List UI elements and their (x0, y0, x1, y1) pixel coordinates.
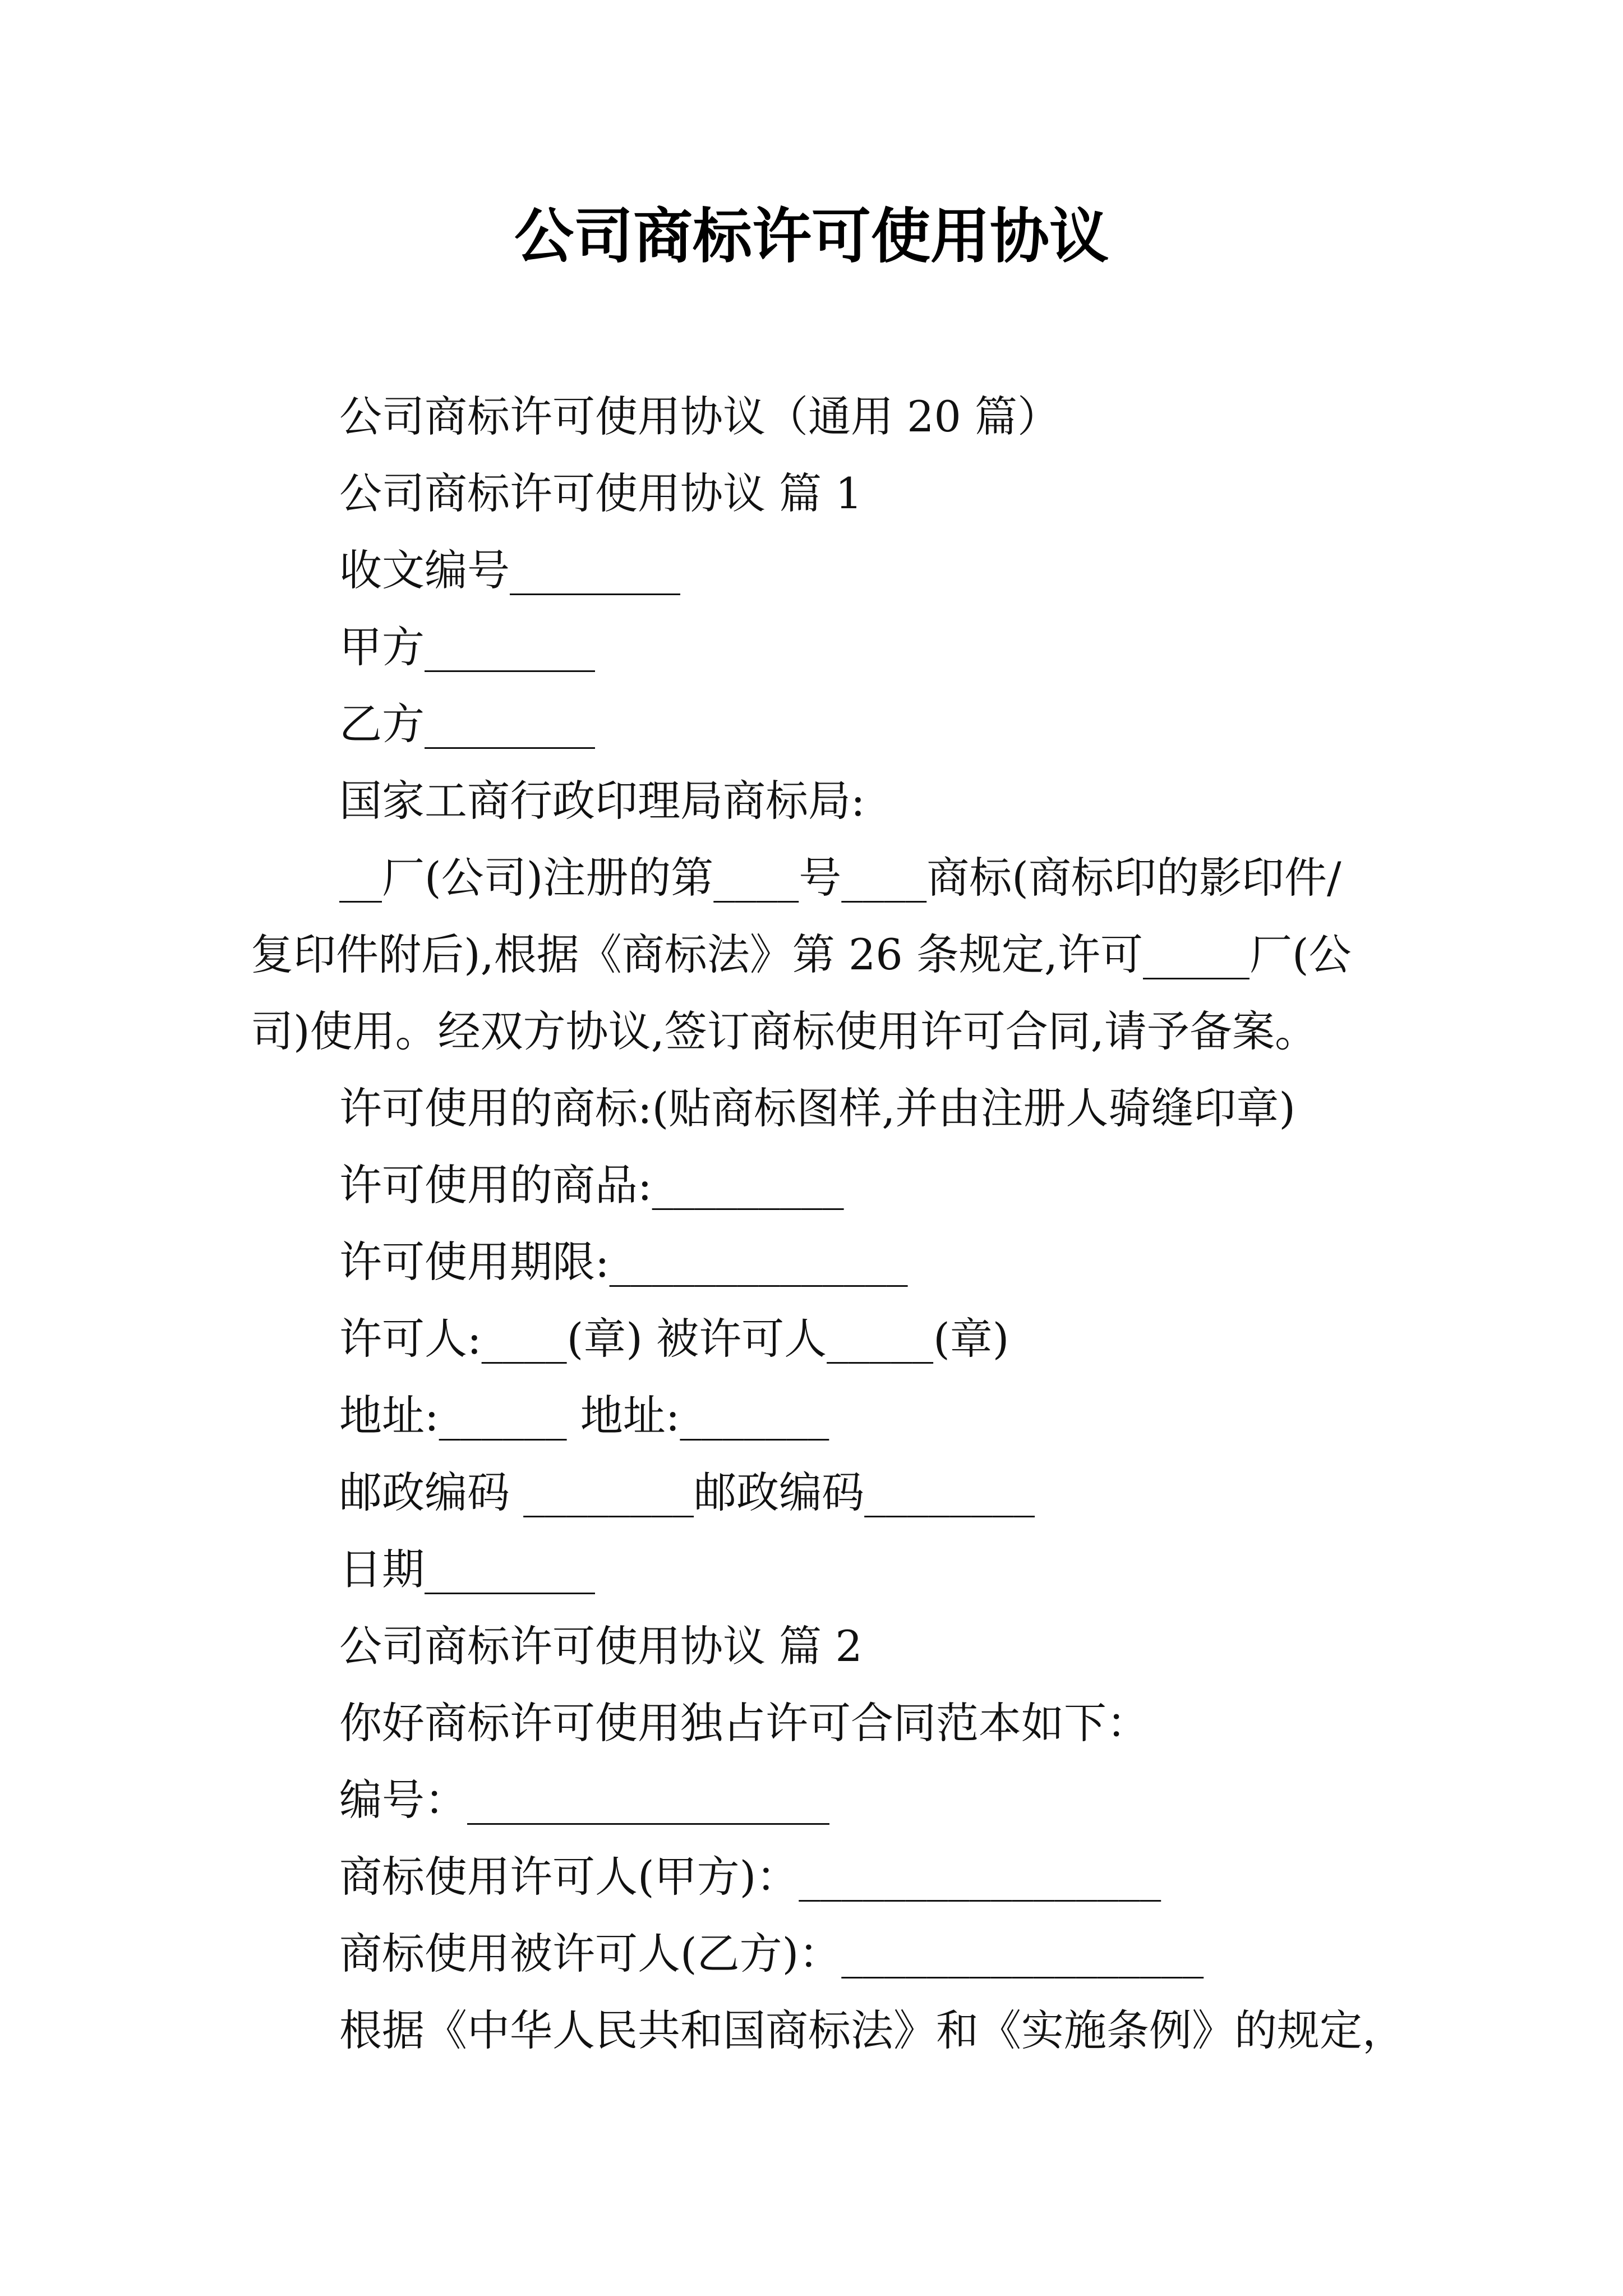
licensed-goods-field: 许可使用的商品:_________ (339, 1160, 844, 1210)
article-2-heading: 公司商标许可使用协议 篇 2 (339, 1621, 863, 1671)
article-2-intro: 你好商标许可使用独占许可合同范本如下： (339, 1698, 1149, 1748)
document-subtitle: 公司商标许可使用协议（通用 20 篇） (339, 392, 1061, 441)
legal-basis-line: 根据《中华人民共和国商标法》和《实施条例》的规定， (339, 2005, 1405, 2055)
license-term-field: 许可使用期限:______________ (339, 1237, 908, 1287)
body-paragraph-line: 复印件附后),根据《商标法》第 26 条规定,许可_____厂(公 (251, 930, 1352, 979)
document-title: 公司商标许可使用协议 (514, 201, 1109, 271)
signatories-line: 许可人:____(章) 被许可人_____(章) (339, 1314, 1009, 1364)
party-a-field: 甲方________ (339, 622, 595, 672)
body-paragraph-line: __厂(公司)注册的第____号____商标(商标印的影印件/ (339, 853, 1341, 903)
article-1-heading: 公司商标许可使用协议 篇 1 (339, 468, 863, 518)
addresses-line: 地址:______ 地址:_______ (339, 1391, 829, 1441)
postcodes-line: 邮政编码 ________邮政编码________ (339, 1467, 1035, 1517)
licensor-field: 商标使用许可人(甲方)：_________________ (339, 1852, 1161, 1902)
licensed-mark-line: 许可使用的商标:(贴商标图样,并由注册人骑缝印章) (339, 1083, 1296, 1133)
licensee-field: 商标使用被许可人(乙方)：_________________ (339, 1929, 1204, 1978)
party-b-field: 乙方________ (339, 699, 595, 749)
addressee-line: 国家工商行政印理局商标局: (339, 776, 865, 826)
date-field: 日期________ (339, 1544, 595, 1594)
document-body (251, 378, 1405, 2069)
body-paragraph-line: 司)使用。经双方协议,签订商标使用许可合同,请予备案。 (251, 1006, 1317, 1056)
doc-number-field: 收文编号________ (339, 545, 680, 595)
contract-number-field: 编号：_________________ (339, 1775, 829, 1825)
